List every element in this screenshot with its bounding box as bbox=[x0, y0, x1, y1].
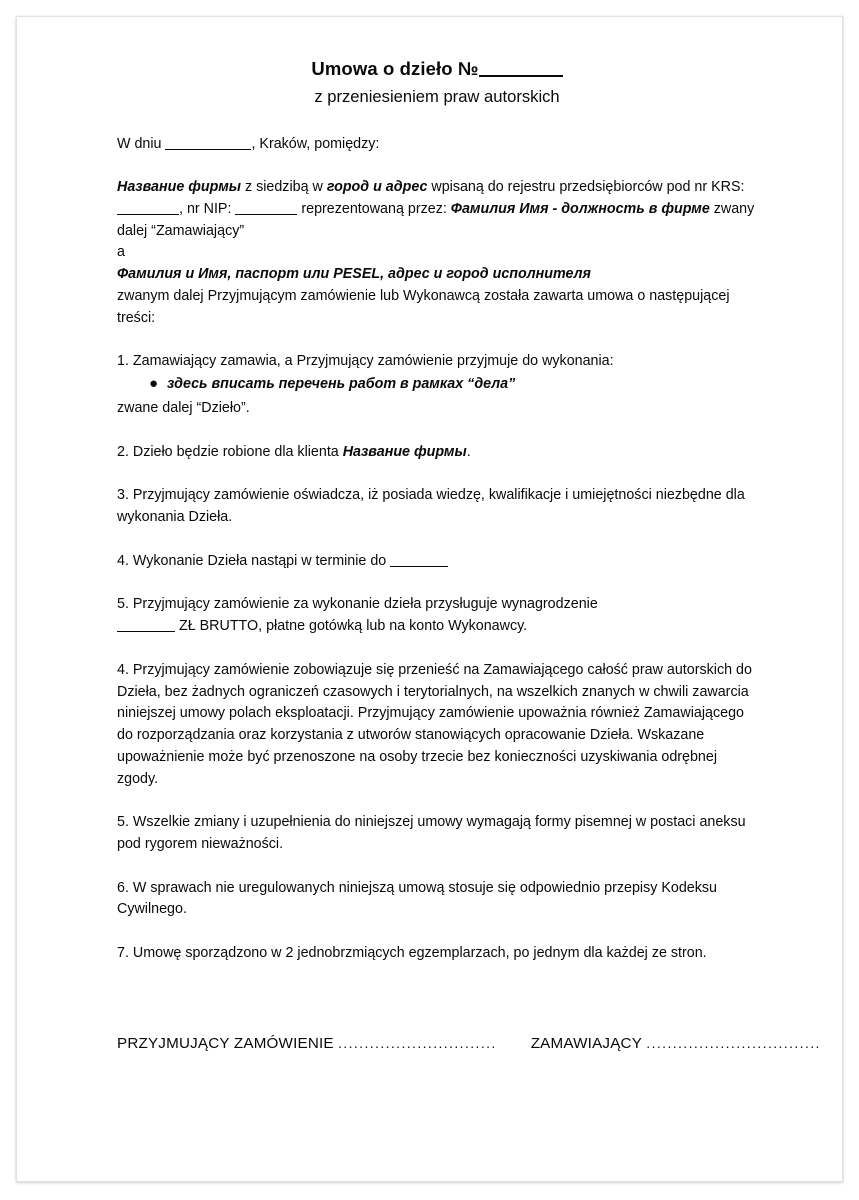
clause-3: 3. Przyjmujący zamówienie oświadcza, iż posiada wiedzę, kwalifikacje i umiejętności niezbędne dla wykonania Dzieła. bbox=[117, 487, 745, 526]
deadline-blank bbox=[390, 566, 448, 567]
clause-7-copies: 7. Umowę sporządzono w 2 jednobrzmiących egzemplarzach, po jednym dla każdej ze stron. bbox=[117, 945, 707, 962]
signature-ordering bbox=[531, 1035, 821, 1052]
signature-contractor-label: PRZYJMUJĄCY ZAMÓWIENIE bbox=[117, 1035, 334, 1052]
clause-2 bbox=[117, 442, 757, 464]
clause-5-line-1: 5. Przyjmujący zamówienie za wykonanie dzieła przysługuje wynagrodzenie bbox=[117, 596, 598, 613]
document-subtitle: z przeniesieniem praw autorskich bbox=[314, 87, 560, 107]
date-line bbox=[117, 134, 757, 156]
signature-ordering-label: ZAMAWIAJĄCY bbox=[530, 1035, 643, 1052]
clause-1: 1. Zamawiający zamawia, a Przyjmujący zamówienie przyjmuje do wykonania: bbox=[117, 353, 614, 370]
date-line-prefix: W dniu bbox=[117, 135, 166, 152]
document-page bbox=[16, 16, 843, 1182]
clause-4-deadline bbox=[117, 551, 757, 573]
signature-ordering-line[interactable]: ................................. bbox=[646, 1035, 821, 1051]
clause-1-bullet-text: здесь вписать перечень работ в рамках “дела” bbox=[167, 376, 516, 393]
bullet-icon: ● bbox=[149, 375, 159, 393]
date-blank bbox=[165, 149, 251, 150]
parties-closing: zwanym dalej Przyjmującym zamówienie lub Wykonawcą została zawarta umowa o następującej treści: bbox=[117, 287, 730, 326]
clause-1-after: zwane dalej “Dzieło”. bbox=[117, 399, 250, 416]
nip-blank bbox=[235, 214, 297, 215]
document-title-text: Umowa o dzieło № bbox=[311, 58, 479, 79]
nip-lead-text: , nr NIP: bbox=[179, 201, 236, 218]
signature-contractor bbox=[117, 1035, 497, 1052]
represented-by-text: reprezentowaną przez: bbox=[297, 201, 451, 218]
ordering-party-suffix: zwany dalej “Zamawiający” bbox=[117, 201, 755, 239]
clause-4-prefix: 4. Wykonanie Dzieła nastąpi w terminie do bbox=[117, 552, 391, 569]
clause-5-amendments: 5. Wszelkie zmiany i uzupełnienia do niniejszej umowy wymagają formy pisemnej w postaci aneksu pod rygorem nieważności. bbox=[117, 814, 746, 852]
representative-placeholder: Фамилия Имя - должность в фирме bbox=[450, 201, 710, 218]
contract-number-blank bbox=[479, 75, 563, 77]
company-name-placeholder: Название фирмы bbox=[117, 179, 241, 196]
clause-6-civil-code: 6. W sprawach nie uregulowanych niniejszą umową stosuje się odpowiednio przepisy Kodeksu Cywilnego. bbox=[117, 879, 718, 918]
title-block bbox=[117, 57, 757, 108]
party-ordering-paragraph bbox=[117, 177, 757, 242]
clause-2-suffix: . bbox=[466, 443, 471, 460]
amount-blank bbox=[117, 631, 175, 632]
clause-2-prefix: 2. Dzieło będzie robione dla klienta bbox=[117, 443, 343, 460]
registry-text: wpisaną do rejestru przedsiębiorców pod nr KRS: bbox=[427, 179, 745, 196]
document-body bbox=[117, 57, 757, 980]
clause-5-payment bbox=[117, 594, 757, 637]
signature-contractor-line[interactable]: .............................. bbox=[338, 1035, 497, 1051]
clause-2-company-placeholder: Название фирмы bbox=[342, 443, 467, 460]
seat-lead-text: z siedzibą w bbox=[240, 179, 327, 196]
document-title bbox=[117, 57, 757, 81]
clause-5-line-2 bbox=[117, 616, 757, 638]
clause-4-copyright: 4. Przyjmujący zamówienie zobowiązuje się przenieść na Zamawiającego całość praw autorskich do Dzieła, bez żadnych ograniczeń czasowych i terytorialnych, na wszelkich znanych w chwili zawarcia niniejszej umowy polach eksploatacji. Przyjmujący zamówienie upoważnia również Zamawiającego do rozporządzania oraz korzystania z utworów stanowiących opracowanie Dzieła. Wskazane upoważnienie może być przenoszone na osoby trzecie bez konieczności uzyskiwania odrębnej zgody. bbox=[117, 661, 752, 787]
krs-blank bbox=[117, 214, 179, 215]
party-conjunction: a bbox=[117, 244, 125, 261]
company-address-placeholder: город и адрес bbox=[326, 179, 428, 196]
date-line-suffix: , Kraków, pomiędzy: bbox=[251, 135, 380, 152]
contractor-placeholder: Фамилия и Имя, паспорт или PESEL, адрес и город исполнителя bbox=[117, 266, 591, 283]
clause-1-bullet-row bbox=[117, 373, 757, 396]
clause-5-line-2-text: ZŁ BRUTTO, płatne gotówką lub na konto Wykonawcy. bbox=[175, 618, 528, 635]
signature-row bbox=[117, 1035, 821, 1052]
